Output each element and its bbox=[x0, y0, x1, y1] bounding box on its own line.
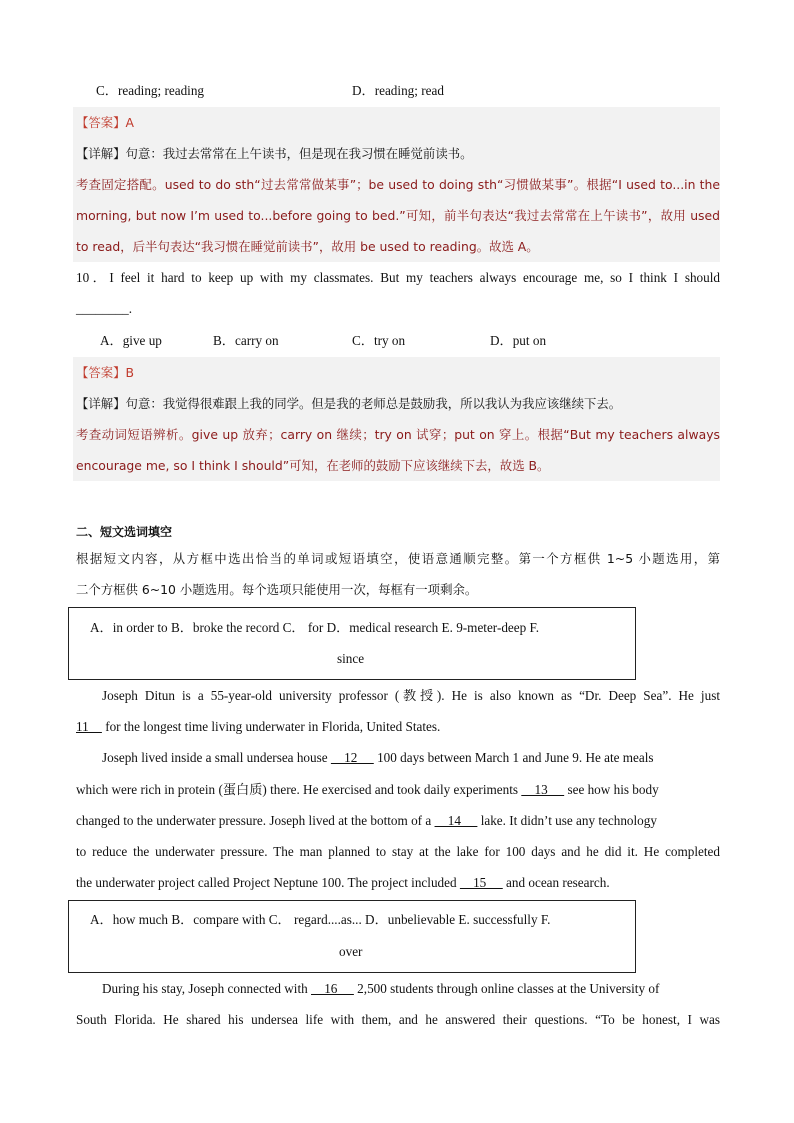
blank-15[interactable]: 15 bbox=[459, 875, 503, 890]
section-title: 二、短文选词填空 bbox=[76, 525, 173, 539]
passage-line: which were rich in protein (蛋白质) there. He exercised and took daily experiments 13 see how his body bbox=[76, 780, 720, 800]
passage-line: Joseph lived inside a small undersea house 12 100 days between March 1 and June 9. He ate meals bbox=[102, 748, 720, 768]
q9-option-c[interactable]: C．reading; reading bbox=[96, 83, 205, 98]
blank-13[interactable]: 13 bbox=[521, 782, 565, 797]
section-instructions-2: 二个方框供 6~10 小题选用。每个选项只能使用一次，每框有一项剩余。 bbox=[76, 582, 478, 597]
q10-option-b[interactable]: B．carry on bbox=[213, 333, 279, 348]
blank-16[interactable]: 16 bbox=[311, 981, 354, 996]
answer-10-detail: 【详解】句意：我觉得很难跟上我的同学。但是我的老师总是鼓励我，所以我认为我应该继续下去。 bbox=[76, 396, 622, 411]
q10-option-d[interactable]: D．put on bbox=[490, 333, 547, 348]
answer-9-detail: 【详解】句意：我过去常常在上午读书，但是现在我习惯在睡觉前读书。 bbox=[76, 146, 473, 161]
word-box-1-options: A．in order to B．broke the record C． for D．medical research E. 9-meter-deep F. bbox=[90, 620, 540, 635]
passage-line: South Florida. He shared his undersea life with them, and he answered their questions. “To be honest, I was bbox=[76, 1012, 720, 1027]
word-box-2-options: A．how much B．compare with C． regard....as... D．unbelievable E. successfully F. bbox=[90, 912, 551, 927]
answer-10-explanation-2: encourage me, so I think I should”可知，在老师的鼓励下应该继续下去，故选 B。 bbox=[76, 458, 550, 473]
passage-line: During his stay, Joseph connected with 16 2,500 students through online classes at the University of bbox=[102, 979, 720, 999]
passage-line: 11 for the longest time living underwater in Florida, United States. bbox=[76, 717, 720, 737]
answer-9: 【答案】A bbox=[76, 115, 135, 130]
q10-stem: 10．I feel it hard to keep up with my classmates. But my teachers always encourage me, so I think I should bbox=[76, 270, 720, 285]
blank-11[interactable]: 11 bbox=[76, 719, 102, 734]
word-box-1-option-f: since bbox=[337, 651, 365, 666]
answer-9-explanation-2: morning, but now I’m used to...before going to bed.”可知，前半句表达“我过去常常在上午读书”，故用 used bbox=[76, 208, 720, 223]
q10-option-a[interactable]: A．give up bbox=[100, 333, 162, 348]
answer-9-explanation-1: 考查固定搭配。used to do sth“过去常常做某事”；be used to doing sth“习惯做某事”。根据“I used to...in the bbox=[76, 177, 720, 192]
passage-line: to reduce the underwater pressure. The man planned to stay at the lake for 100 days and he did it. He completed bbox=[76, 844, 720, 859]
answer-10: 【答案】B bbox=[76, 365, 135, 380]
passage-line: Joseph Ditun is a 55-year-old university professor (教授). He is also known as “Dr. Deep Sea”. He just bbox=[102, 688, 720, 703]
q10-option-c[interactable]: C．try on bbox=[352, 333, 406, 348]
blank-14[interactable]: 14 bbox=[434, 813, 478, 828]
answer-10-explanation-1: 考查动词短语辨析。give up 放弃；carry on 继续；try on 试穿；put on 穿上。根据“But my teachers always bbox=[76, 427, 720, 442]
passage-line: changed to the underwater pressure. Joseph lived at the bottom of a 14 lake. It didn’t use any technology bbox=[76, 811, 720, 831]
blank-12[interactable]: 12 bbox=[330, 750, 374, 765]
word-box-2-option-f: over bbox=[339, 944, 363, 959]
passage-line: the underwater project called Project Neptune 100. The project included 15 and ocean research. bbox=[76, 873, 720, 893]
answer-9-explanation-3: to read，后半句表达“我习惯在睡觉前读书”，故用 be used to reading。故选 A。 bbox=[76, 239, 539, 254]
section-instructions-1: 根据短文内容，从方框中选出恰当的单词或短语填空，使语意通顺完整。第一个方框供 1~5 小题选用，第 bbox=[76, 551, 720, 566]
q10-blank: ________. bbox=[76, 301, 133, 316]
q9-option-d[interactable]: D．reading; read bbox=[352, 83, 444, 98]
